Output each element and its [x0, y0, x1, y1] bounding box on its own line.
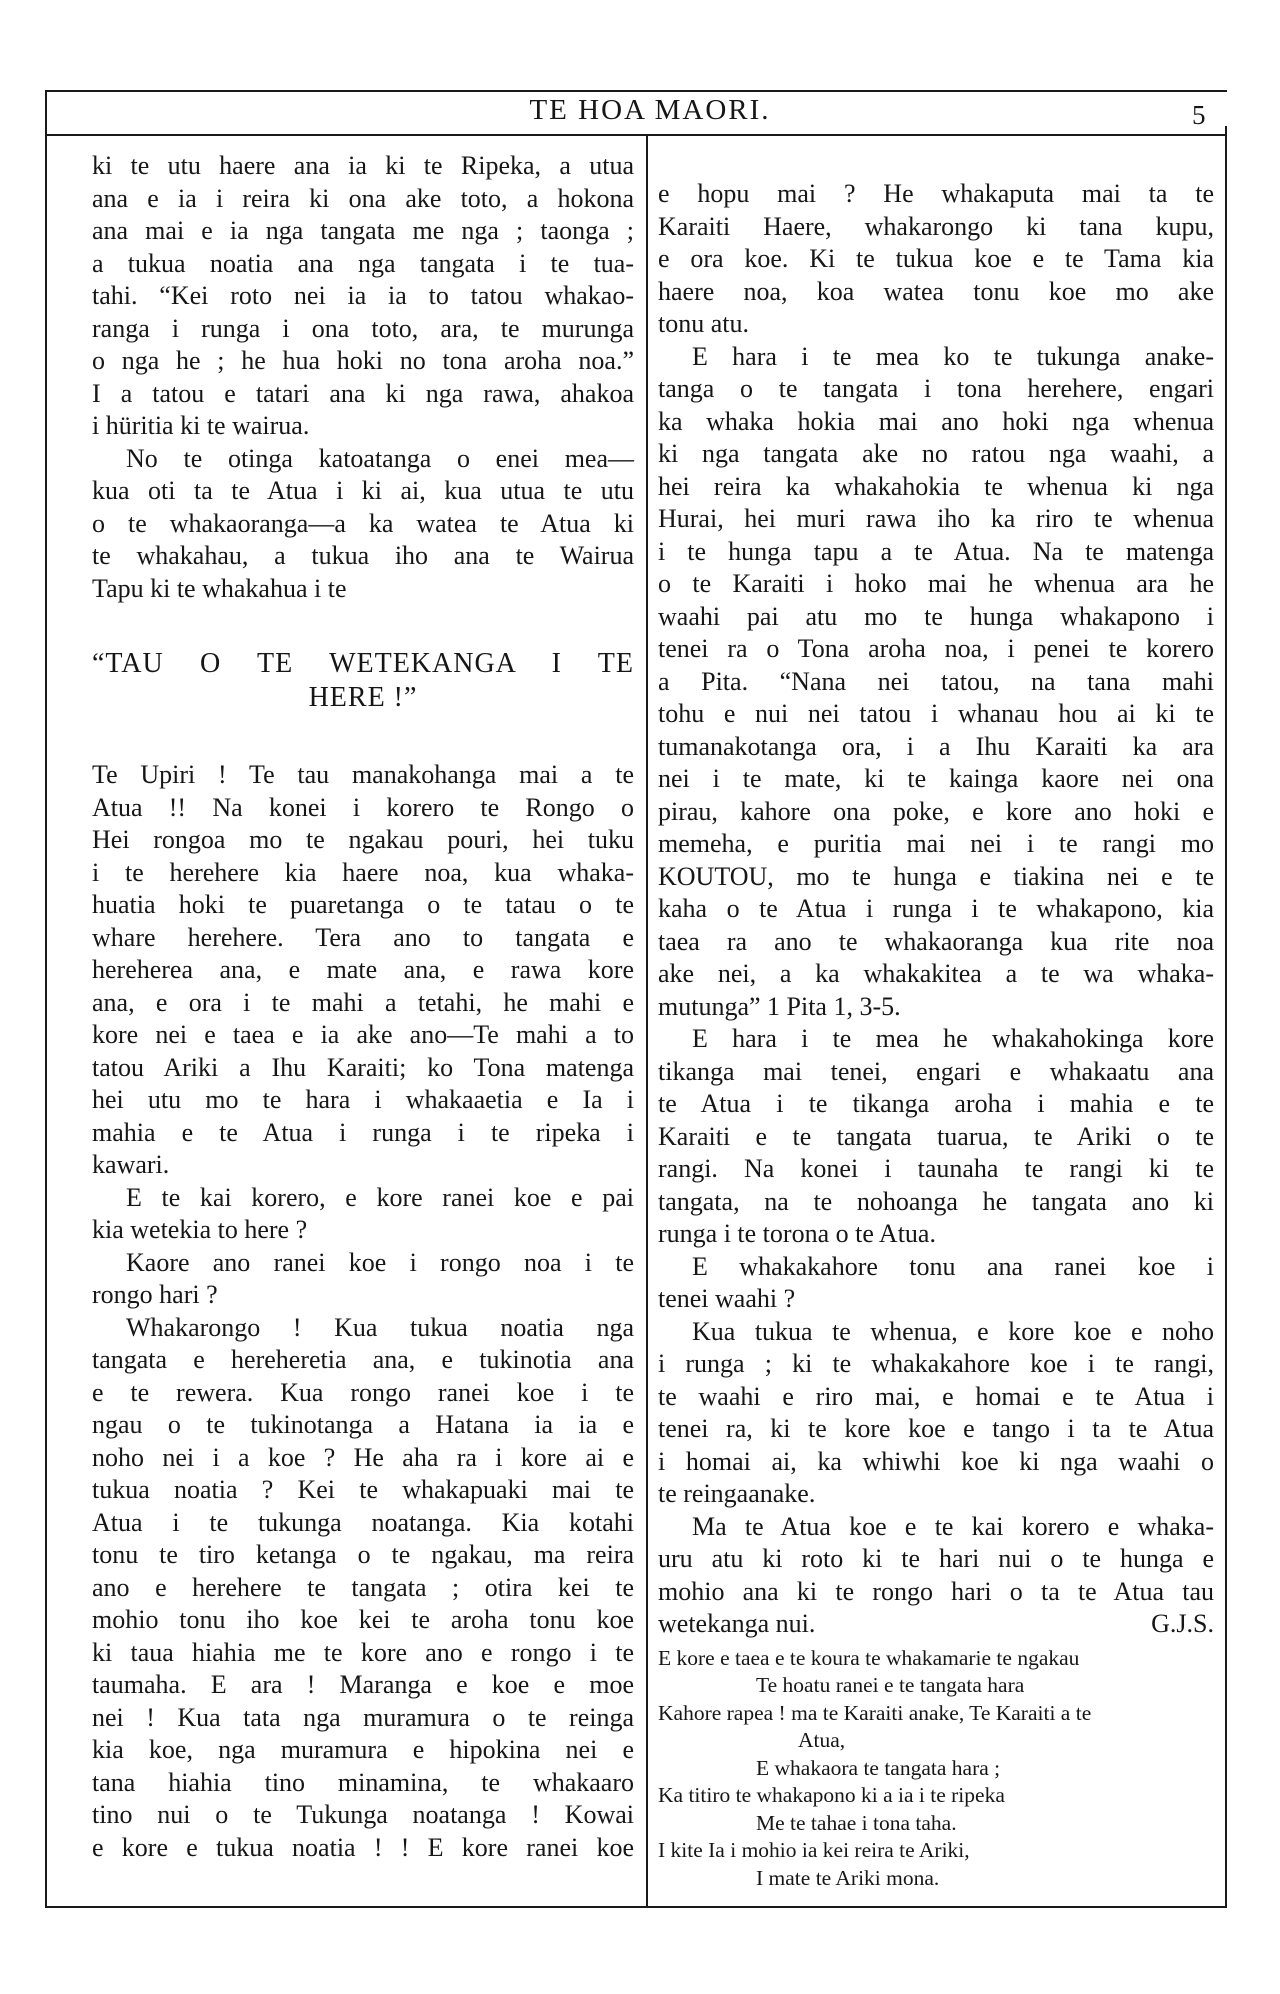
verse-line: Me te tahae i tona taha. — [756, 1810, 957, 1835]
text-line — [658, 438, 1214, 471]
text-line-content: pirau, kahore ona poke, e kore ano hoki e — [658, 796, 1214, 826]
text-line-content: Atua !! Na konei i korero te Rongo o — [92, 792, 634, 822]
text-line-content: hei reira ka whakahokia te whenua ki nga — [658, 471, 1214, 501]
text-line — [92, 1247, 634, 1280]
text-line-content: kua oti ta te Atua i ki ai, kua utua te utu — [92, 476, 634, 505]
text-line-content: Atua i te tukunga noatanga. Kia kotahi — [92, 1507, 634, 1537]
text-line-content: e kore e tukua noatia ! ! E kore ranei koe — [92, 1832, 634, 1862]
text-line-content: KOUTOU, mo te hunga e tiakina nei e te — [658, 861, 1214, 891]
text-line-content: ana e ia i reira ki ona ake toto, a hokona — [92, 183, 634, 213]
text-line-content: waahi pai atu mo te hunga whakapono i — [658, 601, 1214, 631]
author-signature: G.J.S. — [1151, 1609, 1214, 1638]
text-line-content: Tapu ki te whakahua i te — [92, 573, 347, 603]
text-line — [92, 824, 634, 857]
text-line-content: Kua tukua te whenua, e kore koe e noho — [692, 1316, 1214, 1346]
text-line — [92, 1572, 634, 1605]
text-line — [658, 503, 1214, 536]
text-line-content: Te Upiri ! Te tau manakohanga mai a te — [92, 760, 634, 789]
text-line — [92, 1604, 634, 1637]
paragraph — [92, 1312, 634, 1865]
text-line — [658, 1218, 1214, 1251]
text-line — [92, 1734, 634, 1767]
text-line-content: tikanga mai tenei, engari e whakaatu ana — [658, 1056, 1214, 1086]
text-line — [92, 1669, 634, 1702]
text-line — [658, 1316, 1214, 1349]
text-line — [92, 215, 634, 248]
text-line — [658, 1153, 1214, 1186]
paragraph — [658, 1316, 1214, 1511]
text-line — [92, 1182, 634, 1215]
text-line — [658, 1283, 1214, 1316]
text-line — [658, 243, 1214, 276]
text-line — [658, 926, 1214, 959]
verse-line: Kahore rapea ! ma te Karaiti anake, Te Karaiti a te — [658, 1700, 1092, 1725]
text-line — [92, 922, 634, 955]
text-line — [658, 1186, 1214, 1219]
page-number: 5 — [1192, 100, 1206, 130]
text-line-content: wetekanga nui. — [658, 1609, 816, 1638]
text-line — [92, 1474, 634, 1507]
text-line — [92, 987, 634, 1020]
text-line-content: tangata e hereheretia ana, e tukinotia ana — [92, 1345, 634, 1374]
paragraph — [92, 759, 634, 1182]
header-bottom-rule — [45, 134, 1227, 136]
text-line-content: o nga he ; he hua hoki no tona aroha noa.” — [92, 346, 634, 375]
text-line-content: tohu e nui nei tatou i whanau hou ai ki te — [658, 699, 1214, 728]
text-line-content: mohio ana ki te rongo hari o ta te Atua tau — [658, 1576, 1214, 1606]
text-line — [658, 341, 1214, 374]
text-line — [92, 1052, 634, 1085]
text-line-content: rongo hari ? — [92, 1280, 218, 1309]
text-line-content: memeha, e puritia mai nei i te rangi mo — [658, 829, 1214, 858]
text-line — [658, 991, 1214, 1024]
text-line — [92, 1767, 634, 1800]
text-line-content: kaha o te Atua i runga i te whakapono, kia — [658, 894, 1214, 923]
column-divider — [646, 136, 648, 1906]
text-line-content: kore nei e taea e ia ake ano—Te mahi a to — [92, 1020, 634, 1049]
text-line — [658, 406, 1214, 439]
text-line — [92, 1149, 634, 1182]
text-line-content: a tukua noatia ana nga tangata i te tua- — [92, 248, 634, 278]
text-line — [658, 373, 1214, 406]
text-line-content: o te whakaoranga—a ka watea te Atua ki — [92, 508, 634, 538]
text-line-content: E te kai korero, e kore ranei koe e pai — [126, 1182, 634, 1212]
left-border — [45, 90, 47, 1908]
text-line-content: tino nui o te Tukunga noatanga ! Kowai — [92, 1800, 634, 1829]
text-line-content: i runga ; ki te whakakahore koe i te rangi, — [658, 1349, 1214, 1378]
text-line — [658, 308, 1214, 341]
text-line-content: runga i te torona o te Atua. — [658, 1219, 936, 1248]
right-column — [658, 178, 1214, 1892]
text-line-content: e hopu mai ? He whakaputa mai ta te — [658, 179, 1214, 208]
text-line — [658, 1478, 1214, 1511]
text-line — [92, 792, 634, 825]
text-line — [92, 1442, 634, 1475]
text-line — [92, 1084, 634, 1117]
text-line — [658, 1023, 1214, 1056]
paragraph — [658, 1251, 1214, 1316]
text-line-content: ana mai e ia nga tangata me nga ; taonga ; — [92, 216, 634, 245]
text-line — [658, 796, 1214, 829]
verse-line: Atua, — [798, 1728, 846, 1752]
text-line — [658, 601, 1214, 634]
text-line — [92, 1214, 634, 1247]
text-line — [92, 410, 634, 443]
text-line-content: tenei ra o Tona aroha noa, i penei te korero — [658, 634, 1214, 663]
text-line-content: tanga o te tangata i tona herehere, engari — [658, 374, 1214, 403]
text-line — [92, 150, 634, 183]
text-line-content: mutunga” 1 Pita 1, 3-5. — [658, 991, 901, 1021]
text-line-content: kawari. — [92, 1150, 170, 1179]
text-line-content: tahi. “Kei roto nei ia ia to tatou whakao- — [92, 281, 634, 310]
text-line — [658, 1121, 1214, 1154]
text-line-content: ki te utu haere ana ia ki te Ripeka, a utua — [92, 151, 634, 180]
text-line — [658, 1381, 1214, 1414]
text-line — [92, 954, 634, 987]
text-line-content: No te otinga katoatanga o enei mea— — [126, 443, 634, 473]
text-line-content: tukua noatia ? Kei te whakapuaki mai te — [92, 1475, 634, 1504]
text-line-content: e te rewera. Kua rongo ranei koe i te — [92, 1377, 634, 1407]
text-line-content: i te hunga tapu a te Atua. Na te matenga — [658, 536, 1214, 566]
text-line-content: ana, e ora i te mahi a tetahi, he mahi e — [92, 987, 634, 1017]
text-line — [92, 1312, 634, 1345]
verse-line: I kite Ia i mohio ia kei reira te Ariki, — [658, 1838, 970, 1862]
paragraph — [92, 1182, 634, 1247]
text-line-content: ki nga tangata ake no ratou nga waahi, a — [658, 439, 1214, 468]
text-line — [658, 666, 1214, 699]
text-line — [658, 1446, 1214, 1479]
text-line-content: Ma te Atua koe e te kai korero e whaka- — [692, 1511, 1214, 1541]
text-line-content: whare herehere. Tera ano to tangata e — [92, 922, 634, 952]
heading-line: HERE !” — [308, 682, 418, 713]
text-line-content: taea ra ano te whakaoranga kua rite noa — [658, 926, 1214, 956]
text-line-content: Karaiti e te tangata tuarua, te Ariki o te — [658, 1121, 1214, 1151]
text-line — [92, 1637, 634, 1670]
text-line-content: mahia e te Atua i runga i te ripeka i — [92, 1117, 634, 1147]
text-line-content: e ora koe. Ki te tukua koe e te Tama kia — [658, 244, 1214, 273]
text-line-content: E hara i te mea he whakahokinga kore — [692, 1024, 1214, 1053]
verse-line: Ka titiro te whakapono ki a ia i te ripeka — [658, 1783, 1005, 1807]
text-line-content: tonu atu. — [658, 309, 749, 338]
text-line — [92, 759, 634, 792]
text-line-content: te whakahau, a tukua iho ana te Wairua — [92, 541, 634, 570]
text-line — [658, 1056, 1214, 1089]
text-line-content: a Pita. “Nana nei tatou, na tana mahi — [658, 666, 1214, 696]
paragraph — [658, 1023, 1214, 1251]
text-line — [658, 893, 1214, 926]
section-heading — [92, 647, 634, 715]
text-line — [92, 1409, 634, 1442]
text-line-content: i homai ai, ka whiwhi koe ki nga waahi o — [658, 1446, 1214, 1476]
text-line — [92, 1832, 634, 1865]
text-line — [92, 508, 634, 541]
text-line — [92, 1279, 634, 1312]
text-line-content: hei utu mo te hara i whakaaetia e Ia i — [92, 1085, 634, 1114]
text-line — [92, 1702, 634, 1735]
text-line-content: Kaore ano ranei koe i rongo noa i te — [126, 1247, 634, 1277]
text-line — [658, 763, 1214, 796]
paragraph — [658, 178, 1214, 341]
text-line — [92, 280, 634, 313]
text-line — [658, 1608, 1214, 1641]
paragraph — [92, 1247, 634, 1312]
text-line — [658, 828, 1214, 861]
bottom-rule — [45, 1906, 1227, 1908]
text-line-content: I a tatou e tatari ana ki nga rawa, ahakoa — [92, 378, 634, 408]
masthead-title: TE HOA MAORI. — [529, 94, 771, 126]
text-line-content: hereherea ana, e mate ana, e rawa kore — [92, 955, 634, 984]
text-line — [92, 248, 634, 281]
text-line-content: haere noa, koa watea tonu koe mo ake — [658, 276, 1214, 306]
text-line-content: te waahi e riro mai, e homai e te Atua i — [658, 1381, 1214, 1411]
text-line-content: i hüritia ki te wairua. — [92, 411, 310, 440]
text-line — [92, 1377, 634, 1410]
text-line — [658, 178, 1214, 211]
text-line-content: huatia hoki te puaretanga o te tatau o te — [92, 890, 634, 919]
text-line — [658, 276, 1214, 309]
text-line-content: ranga i runga i ona toto, ara, te murunga — [92, 313, 634, 343]
text-line — [658, 1251, 1214, 1284]
verse-line: I mate te Ariki mona. — [756, 1865, 940, 1890]
text-line — [658, 1543, 1214, 1576]
text-line-content: rangi. Na konei i taunaha te rangi ki te — [658, 1154, 1214, 1183]
text-line — [92, 1507, 634, 1540]
text-line — [92, 540, 634, 573]
text-line — [92, 378, 634, 411]
text-line-content: Whakarongo ! Kua tukua noatia nga — [126, 1312, 634, 1342]
text-line-content: ngau o te tukinotanga a Hatana ia ia e — [92, 1410, 634, 1439]
text-line — [658, 698, 1214, 731]
text-line-content: tumanakotanga ora, i a Ihu Karaiti ka ara — [658, 731, 1214, 761]
text-line-content: kia wetekia to here ? — [92, 1215, 308, 1244]
text-line — [658, 211, 1214, 244]
text-line — [658, 1088, 1214, 1121]
verse-line: Te hoatu ranei e te tangata hara — [756, 1673, 1025, 1697]
verse-line: E kore e taea e te koura te whakamarie te ngakau — [658, 1645, 1080, 1670]
heading-line: “TAU O TE WETEKANGA I TE — [92, 648, 634, 679]
text-line-content: Hei rongoa mo te ngakau pouri, hei tuku — [92, 825, 634, 854]
text-line — [92, 475, 634, 508]
text-line-content: uru atu ki roto ki te hari nui o te hunga e — [658, 1544, 1214, 1573]
text-line — [92, 183, 634, 216]
text-line — [658, 1511, 1214, 1544]
paragraph — [658, 1511, 1214, 1641]
text-line-content: taumaha. E ara ! Maranga e koe e moe — [92, 1670, 634, 1699]
text-line — [658, 1413, 1214, 1446]
verse — [658, 1645, 1214, 1893]
text-line-content: kia koe, nga muramura e hipokina nei e — [92, 1735, 634, 1764]
text-line-content: tangata, na te nohoanga he tangata ano ki — [658, 1186, 1214, 1216]
text-line-content: nei i te mate, ki te kainga kaore nei ona — [658, 764, 1214, 793]
text-line-content: te Atua i te tikanga aroha i mahia e te — [658, 1089, 1214, 1118]
text-line — [658, 861, 1214, 894]
text-line-content: nei ! Kua tata nga muramura o te reinga — [92, 1702, 634, 1732]
verse-line: E whakaora te tangata hara ; — [756, 1755, 1001, 1780]
text-line-content: tenei ra, ki te kore koe e tango i ta te Atua — [658, 1414, 1214, 1443]
text-line-content: ki taua hiahia me te kore ano e rongo i te — [92, 1637, 634, 1667]
text-line-content: tonu te tiro ketanga o te ngakau, ma reira — [92, 1540, 634, 1569]
text-line-content: o te Karaiti i hoko mai he whenua ara he — [658, 569, 1214, 598]
top-rule — [45, 90, 1227, 92]
text-line — [658, 731, 1214, 764]
text-line-content: E hara i te mea ko te tukunga anake- — [692, 341, 1214, 371]
text-line — [92, 857, 634, 890]
text-line-content: tatou Ariki a Ihu Karaiti; ko Tona matenga — [92, 1052, 634, 1082]
text-line — [658, 536, 1214, 569]
text-line — [92, 1117, 634, 1150]
text-line — [92, 1019, 634, 1052]
text-line — [92, 1799, 634, 1832]
text-line-content: Hurai, hei muri rawa iho ka riro te whenua — [658, 504, 1214, 533]
text-line — [92, 443, 634, 476]
paragraph — [92, 150, 634, 443]
text-line-content: i te herehere kia haere noa, kua whaka- — [92, 857, 634, 887]
text-line — [658, 1348, 1214, 1381]
text-line — [92, 313, 634, 346]
text-line-content: tana hiahia tino minamina, te whakaaro — [92, 1767, 634, 1797]
text-line — [92, 1344, 634, 1377]
text-line — [658, 1576, 1214, 1609]
left-column — [92, 150, 634, 1864]
text-line — [92, 889, 634, 922]
text-line — [658, 568, 1214, 601]
text-line — [92, 573, 634, 606]
text-line — [658, 633, 1214, 666]
text-line — [92, 1539, 634, 1572]
text-line-content: Karaiti Haere, whakarongo ki tana kupu, — [658, 211, 1214, 241]
text-line-content: ano e herehere te tangata ; otira kei te — [92, 1572, 634, 1602]
text-line-content: te reingaanake. — [658, 1479, 816, 1508]
paragraph — [92, 443, 634, 606]
text-line-content: tenei waahi ? — [658, 1284, 796, 1313]
text-line — [658, 471, 1214, 504]
text-line — [92, 345, 634, 378]
text-line-content: E whakakahore tonu ana ranei koe i — [692, 1251, 1214, 1281]
text-line-content: mohio tonu iho koe kei te aroha tonu koe — [92, 1605, 634, 1634]
text-line — [658, 958, 1214, 991]
text-line-content: ake nei, a ka whakakitea a te wa whaka- — [658, 959, 1214, 988]
paragraph — [658, 341, 1214, 1024]
text-line-content: noho nei i a koe ? He aha ra i kore ai e — [92, 1442, 634, 1472]
right-border — [1225, 126, 1227, 1908]
text-line-content: ka whaka hokia mai ano hoki nga whenua — [658, 406, 1214, 436]
